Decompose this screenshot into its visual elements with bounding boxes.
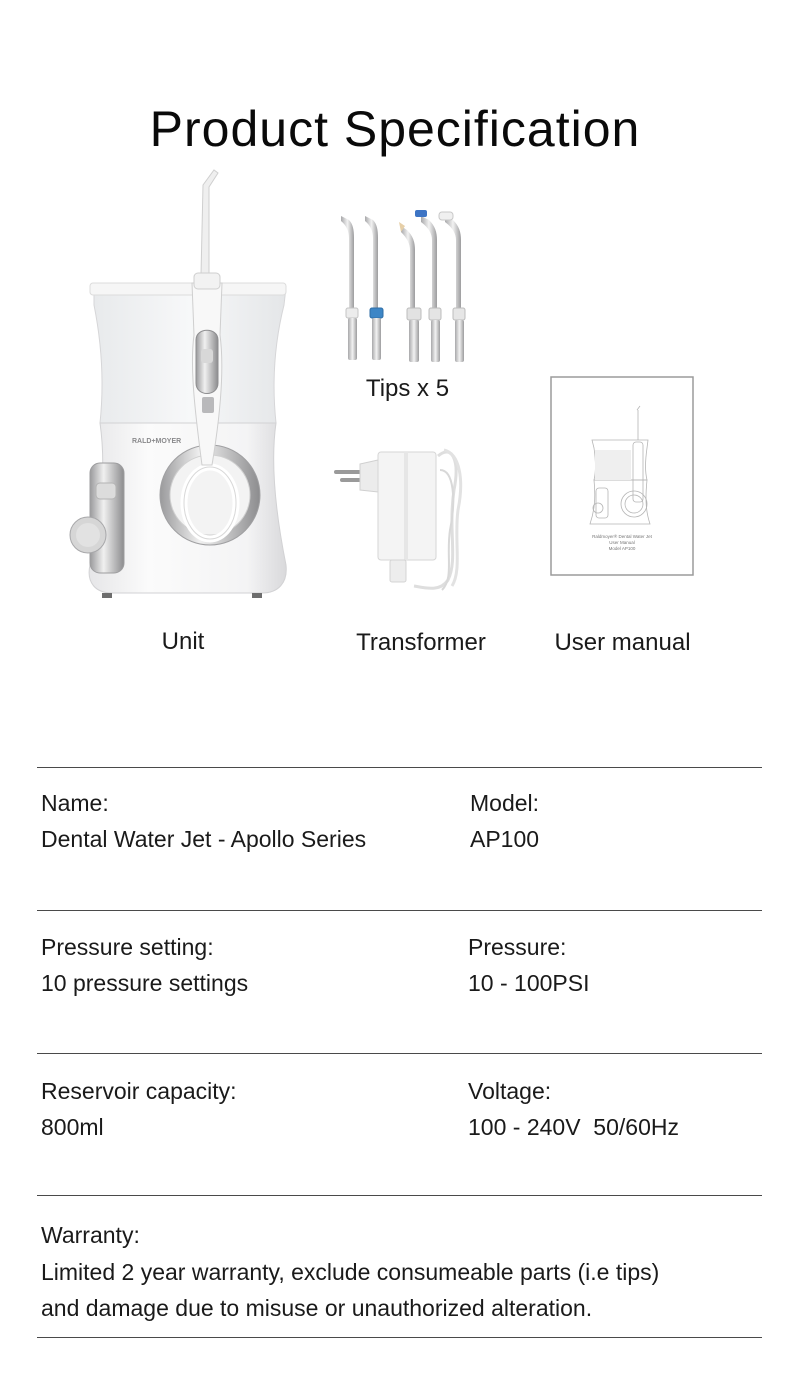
spec-label-name: Name: bbox=[41, 790, 109, 816]
divider bbox=[37, 1053, 762, 1054]
manual-cover-line-3: Model AP100 bbox=[608, 546, 636, 551]
divider bbox=[37, 767, 762, 768]
manual-cover-line-2: User Manual bbox=[609, 540, 635, 545]
tips-caption: Tips x 5 bbox=[365, 375, 450, 402]
warranty-line-1: Limited 2 year warranty, exclude consumeable parts (i.e tips) bbox=[41, 1259, 660, 1285]
power-adapter-icon bbox=[330, 440, 480, 595]
transformer-caption: Transformer bbox=[356, 629, 486, 656]
manual-image bbox=[550, 376, 694, 576]
spec-value-pressure-setting: 10 pressure settings bbox=[41, 970, 249, 996]
nozzle-tips-icon bbox=[335, 208, 475, 368]
spec-label-warranty: Warranty: bbox=[41, 1222, 140, 1248]
spec-value-warranty bbox=[41, 1254, 771, 1326]
spec-label-pressure: Pressure: bbox=[468, 934, 567, 960]
spec-label-reservoir: Reservoir capacity: bbox=[41, 1078, 237, 1104]
warranty-line-2: and damage due to misuse or unauthorized alteration. bbox=[41, 1295, 593, 1321]
spec-value-voltage: 100 - 240V 50/60Hz bbox=[468, 1114, 679, 1140]
spec-label-voltage: Voltage: bbox=[468, 1078, 552, 1104]
spec-label-model: Model: bbox=[470, 790, 540, 816]
spec-value-name: Dental Water Jet - Apollo Series bbox=[41, 826, 367, 852]
divider bbox=[37, 1337, 762, 1338]
spec-value-reservoir: 800ml bbox=[41, 1114, 104, 1140]
manual-caption: User manual bbox=[554, 629, 691, 656]
brand-mark: RALD+MOYER bbox=[132, 438, 182, 445]
divider bbox=[37, 910, 762, 911]
water-flosser-unit-icon bbox=[62, 165, 294, 600]
divider bbox=[37, 1195, 762, 1196]
unit-caption: Unit bbox=[161, 628, 205, 655]
user-manual-icon bbox=[550, 376, 694, 576]
transformer-image bbox=[330, 440, 480, 595]
spec-label-pressure-setting: Pressure setting: bbox=[41, 934, 214, 960]
unit-image bbox=[62, 165, 294, 600]
page-title: Product Specification bbox=[149, 100, 641, 157]
manual-cover-line-1: Raldmoyer® Dental Water Jet bbox=[592, 534, 652, 539]
spec-value-pressure: 10 - 100PSI bbox=[468, 970, 590, 996]
tips-image bbox=[335, 208, 475, 368]
spec-value-model: AP100 bbox=[470, 826, 540, 852]
